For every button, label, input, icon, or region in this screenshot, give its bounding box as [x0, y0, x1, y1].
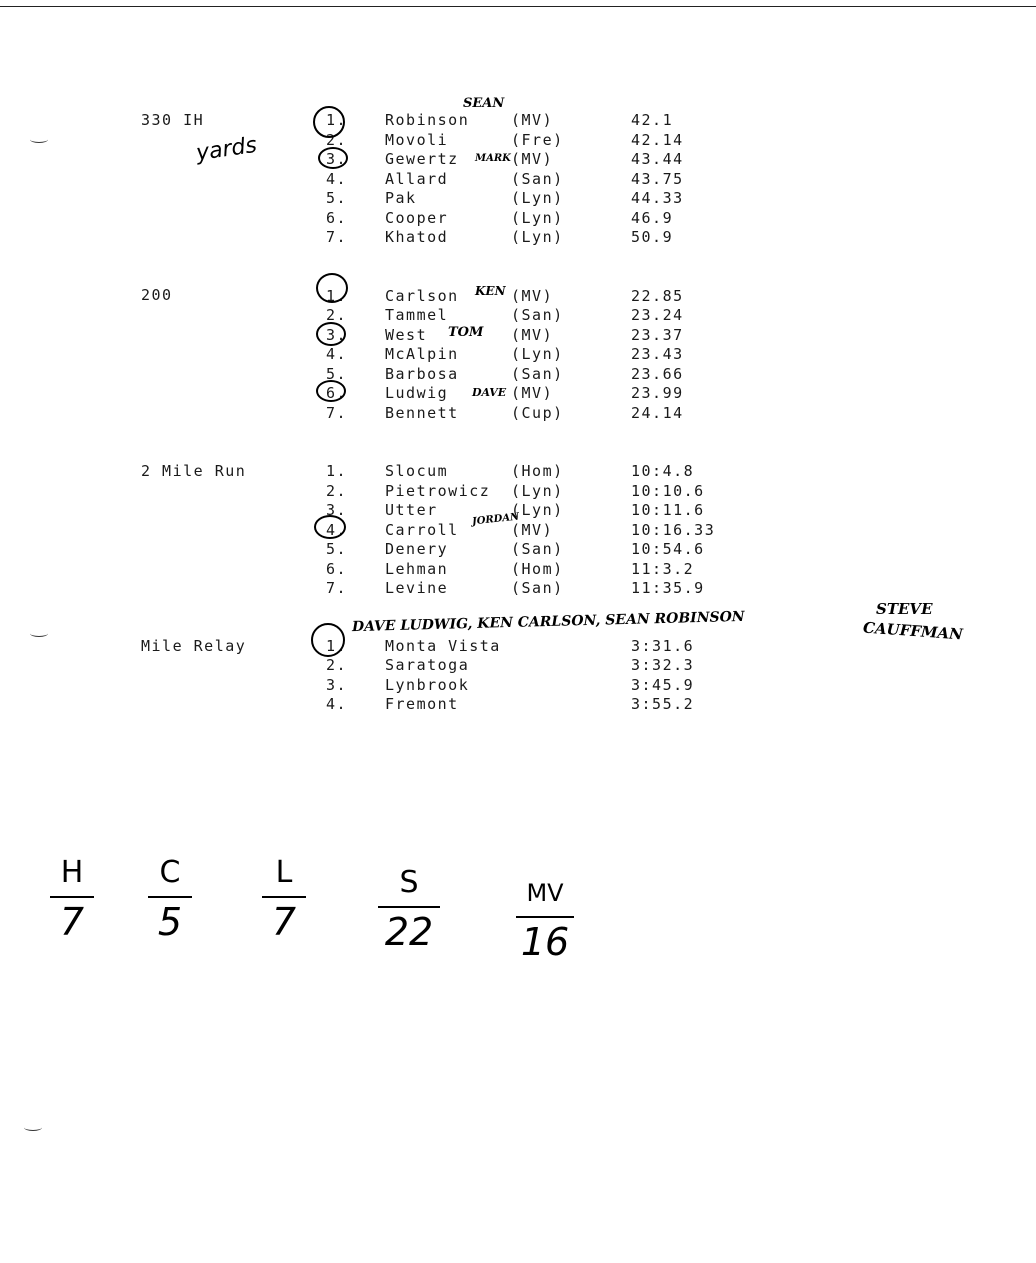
athlete-name: Gewertz: [385, 150, 459, 168]
athlete-name: Allard: [385, 170, 449, 188]
time: 3:31.6: [631, 637, 695, 655]
handwritten-tom: TOM: [448, 325, 484, 340]
score-points: 5: [157, 900, 183, 944]
score-team-label: H: [60, 855, 84, 890]
place-circle: [316, 273, 348, 303]
fraction-bar: [50, 896, 94, 898]
place: 4.: [326, 345, 348, 363]
event-title: Mile Relay: [141, 637, 247, 655]
score-tally-s: [378, 866, 440, 952]
athlete-name: Cooper: [385, 209, 449, 227]
place-circle: [316, 322, 346, 346]
team: (Hom): [511, 560, 564, 578]
athlete-name: Carlson: [385, 287, 459, 305]
time: 44.33: [631, 189, 684, 207]
team: (San): [511, 365, 564, 383]
fraction-bar: [378, 906, 440, 908]
fraction-bar: [148, 896, 192, 898]
score-points: 7: [271, 900, 297, 944]
place: 4.: [326, 695, 348, 713]
team: (Lyn): [511, 228, 564, 246]
time: 23.66: [631, 365, 684, 383]
handwritten-steve: STEVE: [876, 600, 933, 618]
athlete-name: Movoli: [385, 131, 449, 149]
team: (San): [511, 170, 564, 188]
time: 10:16.33: [631, 521, 716, 539]
time: 10:54.6: [631, 540, 705, 558]
score-team-label: S: [399, 865, 419, 900]
score-tally-h: [50, 856, 94, 942]
team: (Cup): [511, 404, 564, 422]
time: 3:32.3: [631, 656, 695, 674]
time: 11:35.9: [631, 579, 705, 597]
team: (Fre): [511, 131, 564, 149]
athlete-name: Barbosa: [385, 365, 459, 383]
place-circle: [311, 623, 348, 657]
place: 5.: [326, 540, 348, 558]
team: (MV): [511, 521, 554, 539]
athlete-name: Lehman: [385, 560, 449, 578]
team: (MV): [511, 111, 554, 129]
place: 1.: [326, 462, 348, 480]
time: 50.9: [631, 228, 674, 246]
margin-mark: [30, 630, 48, 637]
team: (San): [511, 306, 564, 324]
score-tally-c: [148, 856, 192, 942]
top-edge-line: [0, 6, 1036, 7]
athlete-name: Tammel: [385, 306, 449, 324]
margin-mark: [30, 136, 48, 143]
event-title: 330 IH: [141, 111, 205, 129]
score-points: 16: [520, 920, 570, 964]
team: (MV): [511, 150, 554, 168]
athlete-name: Ludwig: [385, 384, 449, 402]
athlete-name: Denery: [385, 540, 449, 558]
time: 42.14: [631, 131, 684, 149]
handwritten-yards: yards: [194, 132, 259, 167]
event-title: 200: [141, 286, 173, 304]
team: (MV): [511, 384, 554, 402]
athlete-name: Pak: [385, 189, 417, 207]
score-team-label: L: [275, 855, 293, 890]
place-circle: [314, 515, 346, 539]
place: 3.: [326, 676, 348, 694]
time: 43.44: [631, 150, 684, 168]
handwritten-dave: DAVE: [472, 386, 507, 399]
place: 3.: [326, 150, 348, 168]
fraction-bar: [262, 896, 306, 898]
place: 1.: [326, 111, 348, 129]
athlete-name: Levine: [385, 579, 449, 597]
team: (Hom): [511, 462, 564, 480]
athlete-name: Robinson: [385, 111, 470, 129]
time: 23.37: [631, 326, 684, 344]
event-title: 2 Mile Run: [141, 462, 247, 480]
athlete-name: McAlpin: [385, 345, 459, 363]
time: 43.75: [631, 170, 684, 188]
time: 24.14: [631, 404, 684, 422]
team-name: Fremont: [385, 695, 459, 713]
time: 42.1: [631, 111, 674, 129]
athlete-name: Pietrowicz: [385, 482, 491, 500]
place: 2.: [326, 656, 348, 674]
place: 5.: [326, 365, 348, 383]
team: (San): [511, 579, 564, 597]
place: 4.: [326, 521, 348, 539]
place: 2.: [326, 131, 348, 149]
team-name: Lynbrook: [385, 676, 470, 694]
time: 3:55.2: [631, 695, 695, 713]
athlete-name: Khatod: [385, 228, 449, 246]
team-name: Monta Vista: [385, 637, 501, 655]
team: (Lyn): [511, 189, 564, 207]
margin-mark: [24, 1124, 42, 1131]
place: 7.: [326, 404, 348, 422]
athlete-name: Carroll: [385, 521, 459, 539]
place: 6.: [326, 384, 348, 402]
place: 4.: [326, 170, 348, 188]
place: 1.: [326, 637, 348, 655]
team: (Lyn): [511, 501, 564, 519]
place: 7.: [326, 579, 348, 597]
athlete-name: Utter: [385, 501, 438, 519]
place: 3.: [326, 501, 348, 519]
place: 6.: [326, 560, 348, 578]
place: 1.: [326, 287, 348, 305]
team-name: Saratoga: [385, 656, 470, 674]
score-team-label: C: [159, 855, 181, 890]
score-tally-l: [262, 856, 306, 942]
team: (Lyn): [511, 482, 564, 500]
place: 6.: [326, 209, 348, 227]
team: (San): [511, 540, 564, 558]
handwritten-ken: KEN: [475, 284, 506, 298]
place: 3.: [326, 326, 348, 344]
handwritten-relay-names: DAVE LUDWIG, KEN CARLSON, SEAN ROBINSON: [351, 608, 745, 636]
athlete-name: West: [385, 326, 428, 344]
place-circle: [313, 106, 348, 138]
time: 23.99: [631, 384, 684, 402]
time: 22.85: [631, 287, 684, 305]
place-circle: [318, 147, 348, 169]
time: 23.43: [631, 345, 684, 363]
place: 7.: [326, 228, 348, 246]
score-tally-mv: [516, 876, 574, 962]
time: 10:11.6: [631, 501, 705, 519]
fraction-bar: [516, 916, 574, 918]
handwritten-cauffman: CAUFFMAN: [862, 618, 964, 644]
place: 2.: [326, 482, 348, 500]
place: 5.: [326, 189, 348, 207]
time: 46.9: [631, 209, 674, 227]
time: 10:4.8: [631, 462, 695, 480]
team: (Lyn): [511, 209, 564, 227]
place-circle: [316, 380, 346, 402]
time: 11:3.2: [631, 560, 695, 578]
time: 10:10.6: [631, 482, 705, 500]
athlete-name: Bennett: [385, 404, 459, 422]
handwritten-sean: SEAN: [463, 96, 505, 111]
score-points: 7: [59, 900, 85, 944]
athlete-name: Slocum: [385, 462, 449, 480]
handwritten-jordan: JORDAN: [471, 511, 520, 528]
time: 23.24: [631, 306, 684, 324]
team: (MV): [511, 326, 554, 344]
score-points: 22: [384, 910, 434, 954]
handwritten-mark: MARK: [475, 153, 511, 164]
time: 3:45.9: [631, 676, 695, 694]
place: 2.: [326, 306, 348, 324]
score-team-label: MV: [526, 879, 564, 907]
team: (MV): [511, 287, 554, 305]
team: (Lyn): [511, 345, 564, 363]
